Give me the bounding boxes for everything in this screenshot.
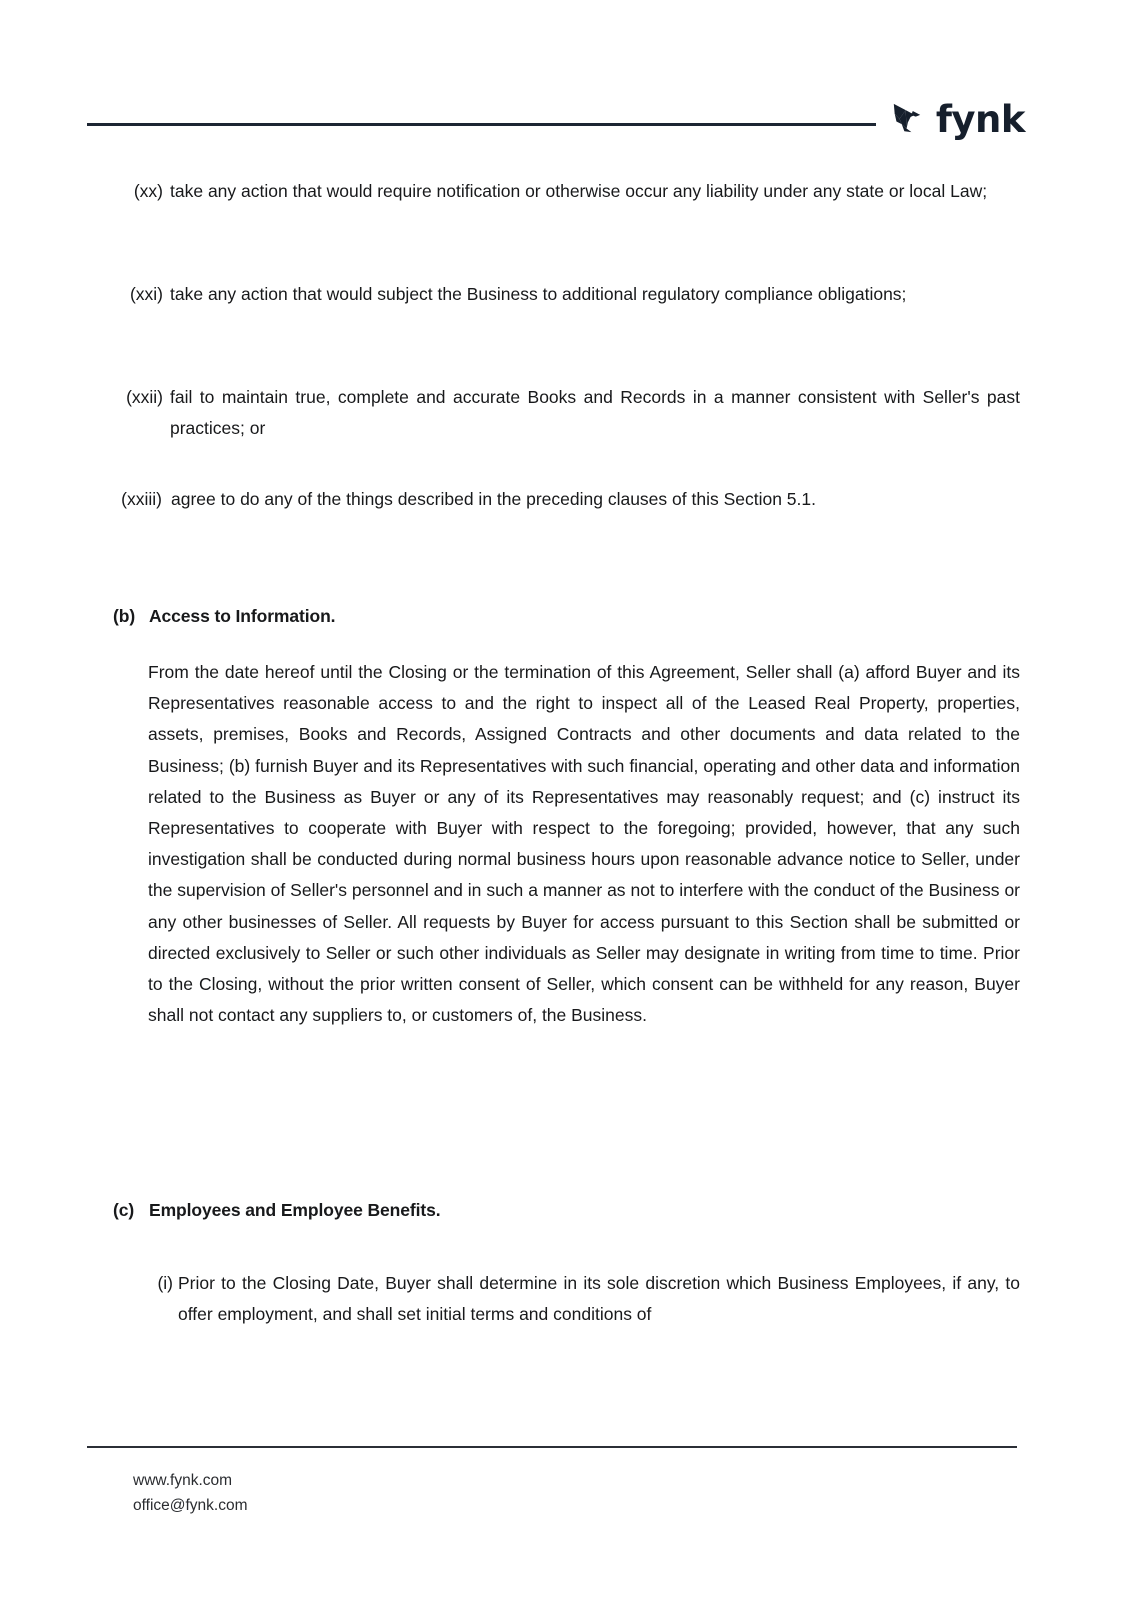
header-divider xyxy=(87,123,876,126)
clause-text: fail to maintain true, complete and accurate Books and Records in a manner consistent with Seller's past practices; or xyxy=(170,387,1020,438)
clause-text: take any action that would require notification or otherwise occur any liability under any state or local Law; xyxy=(170,181,988,201)
section-marker: (c) xyxy=(113,1200,135,1220)
clause-item xyxy=(107,484,1014,515)
page-footer xyxy=(133,1468,248,1518)
clause-marker: (xxii) xyxy=(126,387,163,407)
footer-website[interactable]: www.fynk.com xyxy=(133,1472,233,1489)
section-heading-b xyxy=(113,602,1020,630)
section-heading-c xyxy=(113,1196,1020,1224)
origami-bird-icon xyxy=(885,96,929,140)
section-title: Employees and Employee Benefits. xyxy=(149,1200,441,1220)
subclause-marker: (i) xyxy=(157,1273,173,1293)
footer-divider xyxy=(87,1446,1017,1448)
footer-email[interactable]: office@fynk.com xyxy=(133,1497,248,1514)
clause-item xyxy=(113,176,1020,207)
section-b-paragraph: From the date hereof until the Closing or the termination of this Agreement, Seller shall (a) afford Buyer and its Representatives reasonable access to and the right to inspect all of the Leased Real Property, properties, assets, premises, Books and Records, Assigned Contracts and other documents and data related to the Business; (b) furnish Buyer and its Representatives with such financial, operating and other data and information related to the Business as Buyer or any of its Representatives may reasonably request; and (c) instruct its Representatives to cooperate with Buyer with respect to the foregoing; provided, however, that any such investigation shall be conducted during normal business hours upon reasonable advance notice to Seller, under the supervision of Seller's personnel and in such a manner as not to interfere with the conduct of the Business or any other businesses of Seller. All requests by Buyer for access pursuant to this Section shall be submitted or directed exclusively to Seller or such other individuals as Seller may designate in writing from time to time. Prior to the Closing, without the prior written consent of Seller, which consent can be withheld for any reason, Buyer shall not contact any suppliers to, or customers of, the Business. xyxy=(148,662,1020,1026)
clause-text: take any action that would subject the Business to additional regulatory compliance obligations; xyxy=(170,284,907,304)
clause-marker: (xx) xyxy=(133,181,163,201)
section-marker: (b) xyxy=(113,606,136,626)
fynk-logo xyxy=(885,96,1025,140)
clause-item xyxy=(113,279,1020,310)
section-title: Access to Information. xyxy=(149,606,336,626)
clause-marker: (xxiii) xyxy=(121,489,162,509)
subclause-text: Prior to the Closing Date, Buyer shall determine in its sole discretion which Business Employees, if any, to offer employment, and shall set initial terms and conditions of xyxy=(178,1273,1020,1324)
clause-item xyxy=(113,382,1020,444)
brand-wordmark: fynk xyxy=(935,97,1025,141)
subclause-item xyxy=(148,1268,1020,1330)
page-header xyxy=(0,0,1131,160)
clause-marker: (xxi) xyxy=(129,284,163,304)
clause-text: agree to do any of the things described in the preceding clauses of this Section 5.1. xyxy=(171,489,816,509)
